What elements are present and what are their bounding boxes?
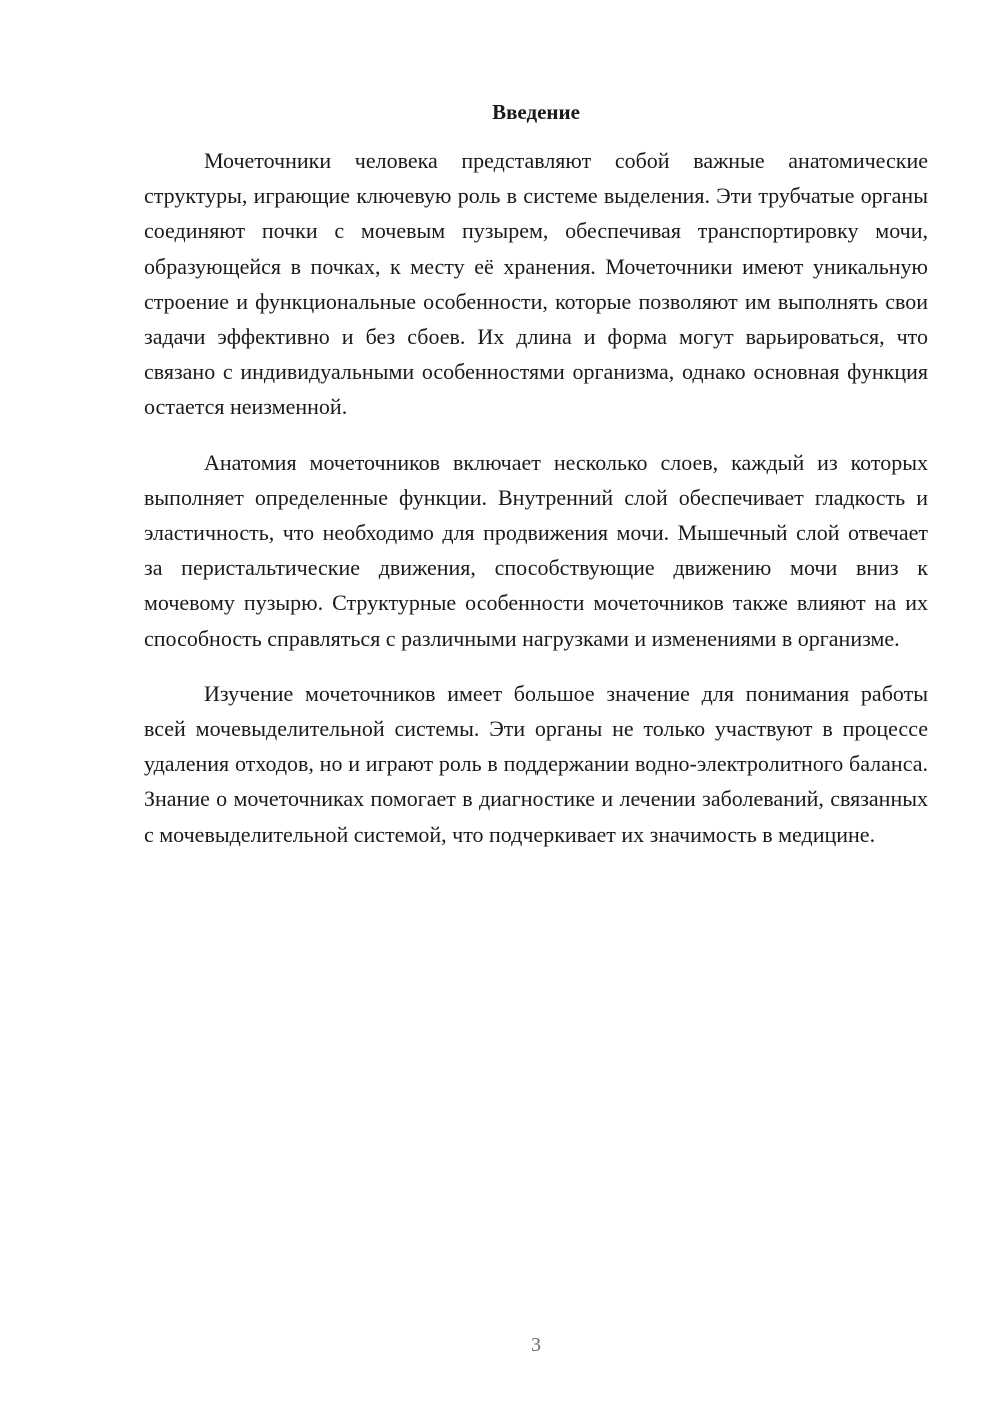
page-number: 3 <box>531 1334 541 1356</box>
section-heading: Введение <box>492 100 580 124</box>
paragraph: Анатомия мочеточников включает несколько слоев, каждый из которых выполняет определенные функции. Внутренний слой обеспечивает гладкость и эластичность, что необходимо для продвижения мочи. Мышечный слой отвечает за перистальтические движения, способствующие движению мочи вниз к мочевому пузырю. Структурные особенности мочеточников также влияют на их способность справляться с различными нагрузками и изменениями в организме. <box>144 449 928 651</box>
paragraph: Мочеточники человека представляют собой важные анатомические структуры, играющие ключевую роль в системе выделения. Эти трубчатые органы соединяют почки с мочевым пузырем, обеспечивая транспортировку мочи, образующейся в почках, к месту её хранения. Мочеточники имеют уникальную строение и функциональные особенности, которые позволяют им выполнять свои задачи эффективно и без сбоев. Их длина и форма могут варьироваться, что связано с индивидуальными особенностями организма, однако основная функция остается неизменной. <box>144 148 928 420</box>
body-text <box>144 143 928 872</box>
paragraph: Изучение мочеточников имеет большое значение для понимания работы всей мочевыделительной системы. Эти органы не только участвуют в процессе удаления отходов, но и играют роль в поддержании водно-электролитного баланса. Знание о мочеточниках помогает в диагностике и лечении заболеваний, связанных с мочевыделительной системой, что подчеркивает их значимость в медицине. <box>144 680 928 847</box>
